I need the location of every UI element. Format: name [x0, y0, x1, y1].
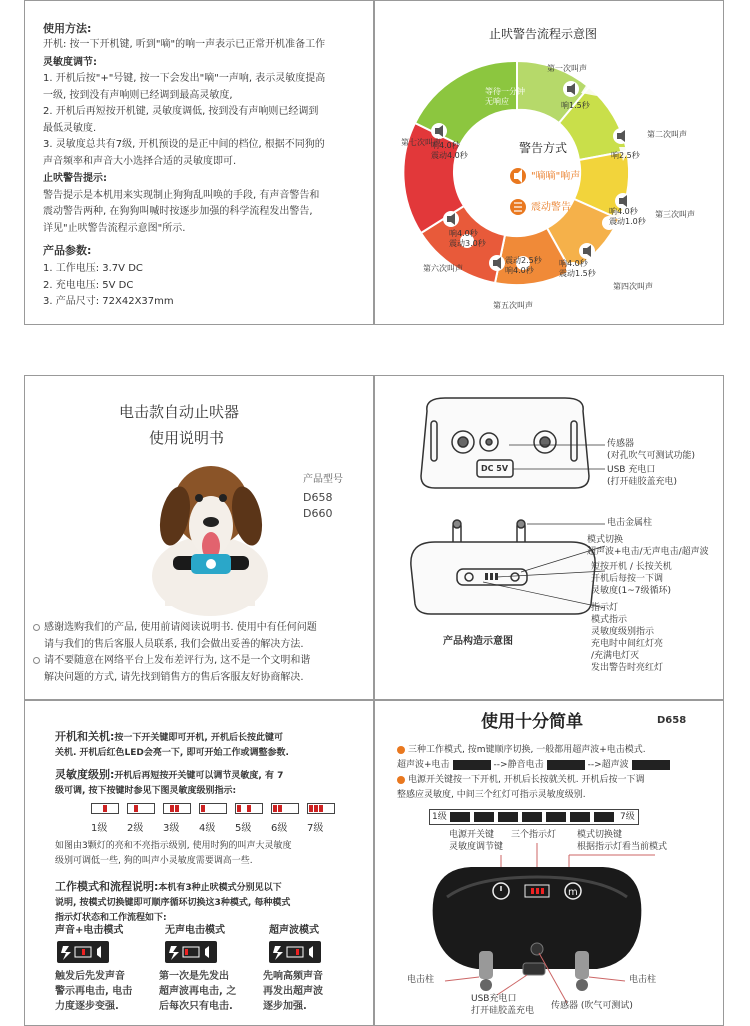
model-label: 产品型号: [303, 474, 343, 485]
params-list: [43, 261, 174, 311]
text-line: 3. 灵敏度总共有7级, 开机预设的是正中间的档位, 根据不同狗的: [43, 139, 325, 150]
legend-sound: "嘀嘀"响声: [531, 171, 581, 182]
seg4-label: 响4.0秒 震动1.5秒: [559, 259, 596, 278]
flow-ring: [375, 1, 724, 325]
bark-1: 第一次叫声: [547, 64, 587, 73]
dc-label: DC 5V: [481, 464, 509, 473]
model-2: D660: [303, 507, 333, 520]
label-sensor: 传感器 (对孔吹气可测试功能): [607, 439, 696, 461]
easy-model: D658: [657, 715, 687, 726]
label-mode: 模式切换 超声波+电击/无声电击/超声波: [587, 535, 709, 557]
callout-lights: 三个指示灯: [511, 830, 557, 840]
seg7-label: 响4.0秒 震动4.0秒: [431, 141, 468, 160]
note-1-cont: 请与我们的售后客服人员联系, 我们会做出妥善的解决方法.: [44, 638, 304, 650]
post-left-label: 电击柱: [407, 975, 435, 985]
text-line: 2. 开机后再短按开机键, 灵敏度调低, 按到没有声响则已经调到: [43, 106, 319, 117]
text-line: 1. 开机后按"+"号键, 按一下会发出"嘀"一声响, 表示灵敏度提高: [43, 73, 326, 84]
flow-title: 止吠警告流程示意图: [489, 27, 598, 41]
seg2-label: 响2.5秒: [611, 151, 640, 160]
seg3-label: 响4.0秒 震动1.0秒: [609, 207, 646, 226]
cover-title: 电击款自动止吠器: [119, 403, 240, 421]
seg5-label: 震动2.5秒 响4.0秒: [505, 256, 542, 275]
bark-3: 第三次叫声: [655, 210, 695, 219]
bark-5: 第五次叫声: [493, 301, 533, 310]
easy-title: 使用十分简单: [481, 712, 583, 732]
label-usb: USB 充电口 (打开硅胶盖充电): [607, 465, 678, 487]
mode-3-name: 超声波模式: [269, 925, 319, 936]
level-strip: 1级 7级: [429, 809, 639, 825]
seg6-label: 响4.0秒 震动3.0秒: [449, 229, 486, 248]
sensor-label: 传感器 (吹气可测试): [551, 1001, 633, 1011]
notes: [33, 620, 317, 686]
param-item: 3. 产品尺寸: 72X42X37mm: [43, 296, 174, 307]
text-line: 声音频率和声音大小选择合适的灵敏度即可.: [43, 155, 237, 167]
note-2-cont: 解决问题的方式, 请先找到销售方的售后客服友好协商解决.: [44, 671, 304, 683]
wait-label: 等待一分钟 无响应: [485, 87, 525, 106]
seg1-label: 响1.5秒: [561, 101, 590, 110]
mode-1-name: 声音+电击模式: [55, 925, 124, 936]
legend-vibe: 震动警告: [531, 202, 571, 213]
sens-note: 如图由3颗灯的亮和不亮指示级别, 使用时狗的叫声大灵敏度 级别可调低一些, 狗的叫声小灵敏度需要调高一些.: [55, 841, 292, 866]
callout-power: 电源开关键 灵敏度调节键: [449, 830, 504, 852]
usage-title: 使用方法:: [43, 22, 92, 35]
power-section: 开机和关机:按一下开关键即可开机, 开机后长按此键可 关机. 开机后红色LED会亮一下, 即可开始工作或调整参数.: [55, 730, 289, 758]
model-1: D658: [303, 491, 333, 504]
mode-section: 工作模式和流程说明:本机有3种止吠模式分别见以下 说明, 按模式切换键即可顺序循环切换这3种模式, 每种模式 指示灯状态和工作流程如下:: [55, 880, 291, 923]
level-labels: 1级 2级 3级 4级 5级 6级 7级: [91, 823, 324, 834]
note-1: 感谢选购我们的产品, 使用前请阅读说明书. 使用中有任何问题: [33, 620, 317, 637]
mode-2-desc: 第一次是先发出 超声波再电击, 之 后每次只有电击.: [159, 971, 237, 1012]
panel-easy-use: [374, 700, 724, 1026]
easy-line1: 三种工作模式, 按m键顺序切换, 一般都用超声波+电击模式. 超声波+电击 -->静音电击 -->超声波 电源开关键按一下开机, 开机后长按就关机. 开机后按一下调 整感应灵敏度, 中间三个红灯可指示灵敏度级别.: [397, 743, 673, 803]
usage-text: [43, 37, 325, 237]
center-title: 警告方式: [519, 141, 568, 155]
diagram-caption: 产品构造示意图: [443, 636, 513, 647]
text-line: 最低灵敏度.: [43, 122, 97, 134]
text-line: 止吠警告提示:: [43, 173, 107, 184]
text-line: 一级, 按到没有声响则已经调到最高灵敏度,: [43, 89, 233, 101]
bark-4: 第四次叫声: [613, 282, 653, 291]
mode-1-desc: 触发后先发声音 警示再电击, 电击 力度逐步变强.: [55, 971, 133, 1012]
panel-structure: [374, 375, 724, 700]
panel-instructions: [24, 0, 374, 325]
label-power: 短按开机 / 长按关机 开机后每按一下调 灵敏度(1~7级循环): [591, 562, 672, 596]
mode-2-name: 无声电击模式: [165, 925, 225, 936]
text-line: 开机: 按一下开机键, 听到"嘀"的响一声表示已正常开机准备工作: [43, 39, 326, 50]
usb-label: USB充电口 打开硅胶盖充电: [471, 994, 535, 1016]
param-item: 1. 工作电压: 3.7V DC: [43, 263, 143, 274]
label-post: 电击金属柱: [607, 518, 653, 528]
cover-subtitle: 使用说明书: [149, 429, 225, 447]
bark-7: 第七次叫声: [401, 138, 441, 147]
text-line: 详见"止吠警告流程示意图"所示.: [43, 222, 186, 234]
text-line: 警告提示是本机用来实现制止狗狗乱叫唤的手段, 有声音警告和: [43, 189, 320, 201]
panel-warning-flow: [374, 0, 724, 325]
bark-6: 第六次叫声: [423, 264, 463, 273]
param-item: 2. 充电电压: 5V DC: [43, 279, 134, 291]
mode-3-desc: 先响高频声音 再发出超声波 逐步加强.: [263, 971, 323, 1012]
bark-2: 第二次叫声: [647, 130, 687, 139]
svg-text:m: m: [568, 887, 578, 898]
panel-operation: [24, 700, 374, 1026]
sens-section: 灵敏度级别:开机后再短按开关键可以调节灵敏度, 有 7 级可调, 按下按键时参见下图灵敏度级别指示:: [55, 768, 284, 796]
text-line: 震动警告两种, 在狗狗叫喊时按逐步加强的科学流程发出警告,: [43, 206, 313, 217]
label-indicator: 指示灯 模式指示 灵敏度级别指示 充电时中间红灯亮 /充满电灯灭 发出警告时亮红灯: [591, 603, 664, 673]
note-2: 请不要随意在网络平台上发布差评行为, 这不是一个文明和谐: [33, 653, 317, 670]
panel-cover: [24, 375, 374, 700]
params-title: 产品参数:: [43, 244, 92, 257]
text-line: 灵敏度调节:: [43, 56, 97, 68]
post-right-label: 电击柱: [629, 975, 657, 985]
callout-mode: 模式切换键 根据指示灯看当前模式: [577, 830, 668, 852]
